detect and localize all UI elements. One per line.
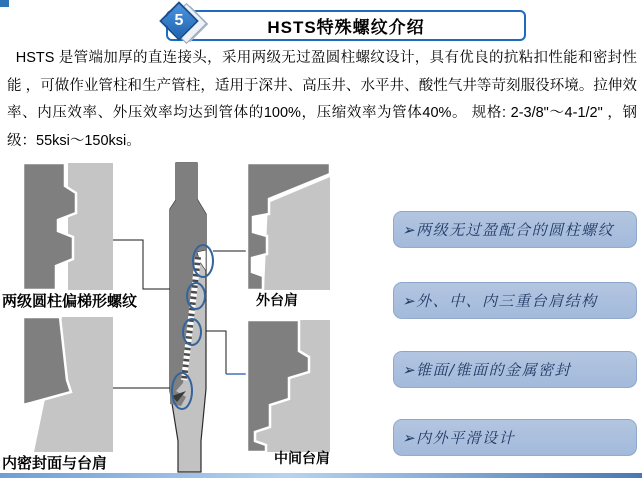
title-banner <box>166 10 526 41</box>
feature-item-label: ➢两级无过盈配合的圆柱螺纹 <box>402 221 615 239</box>
pipe-cross-section <box>170 163 206 472</box>
label-inner-seal: 内密封面与台肩 <box>2 455 108 472</box>
feature-item-smooth-design <box>393 419 637 456</box>
feature-item-shoulders <box>393 282 637 319</box>
feature-item-label: ➢内外平滑设计 <box>402 429 516 447</box>
feature-item-label: ➢外、中、内三重台肩结构 <box>402 292 598 310</box>
corner-accent <box>0 0 9 7</box>
feature-item-thread <box>393 211 637 248</box>
detail-two-step-thread <box>23 163 113 290</box>
thread-diagram <box>0 160 400 478</box>
detail-inner-seal <box>23 317 113 452</box>
label-middle-shoulder: 中间台肩 <box>274 450 330 466</box>
feature-item-label: ➢锥面/锥面的金属密封 <box>402 361 572 379</box>
detail-middle-shoulder <box>247 320 330 452</box>
detail-outer-shoulder <box>247 163 330 290</box>
label-outer-shoulder: 外台肩 <box>256 292 298 308</box>
label-two-step-thread: 两级圆柱偏梯形螺纹 <box>2 293 138 310</box>
slide-title: HSTS特殊螺纹介绍 <box>267 18 425 37</box>
feature-item-metal-seal <box>393 351 637 388</box>
slide-number-badge <box>158 2 212 44</box>
slide-number: 5 <box>174 12 184 29</box>
footer-accent-bar <box>0 473 642 478</box>
intro-paragraph: HSTS 是管端加厚的直连接头，采用两级无过盈圆柱螺纹设计，具有优良的抗粘扣性能和密封性能 ，可做作业管柱和生产管柱，适用于深井、高压井、水平井、酸性气井等苛刻服役环境。拉伸效率、内压效率、外压效率均达到管体的100%，压缩效率为管体40%。 规格: 2-3/8"～4-1/2" ，钢级：55ksi～150ksi。 <box>7 50 637 149</box>
